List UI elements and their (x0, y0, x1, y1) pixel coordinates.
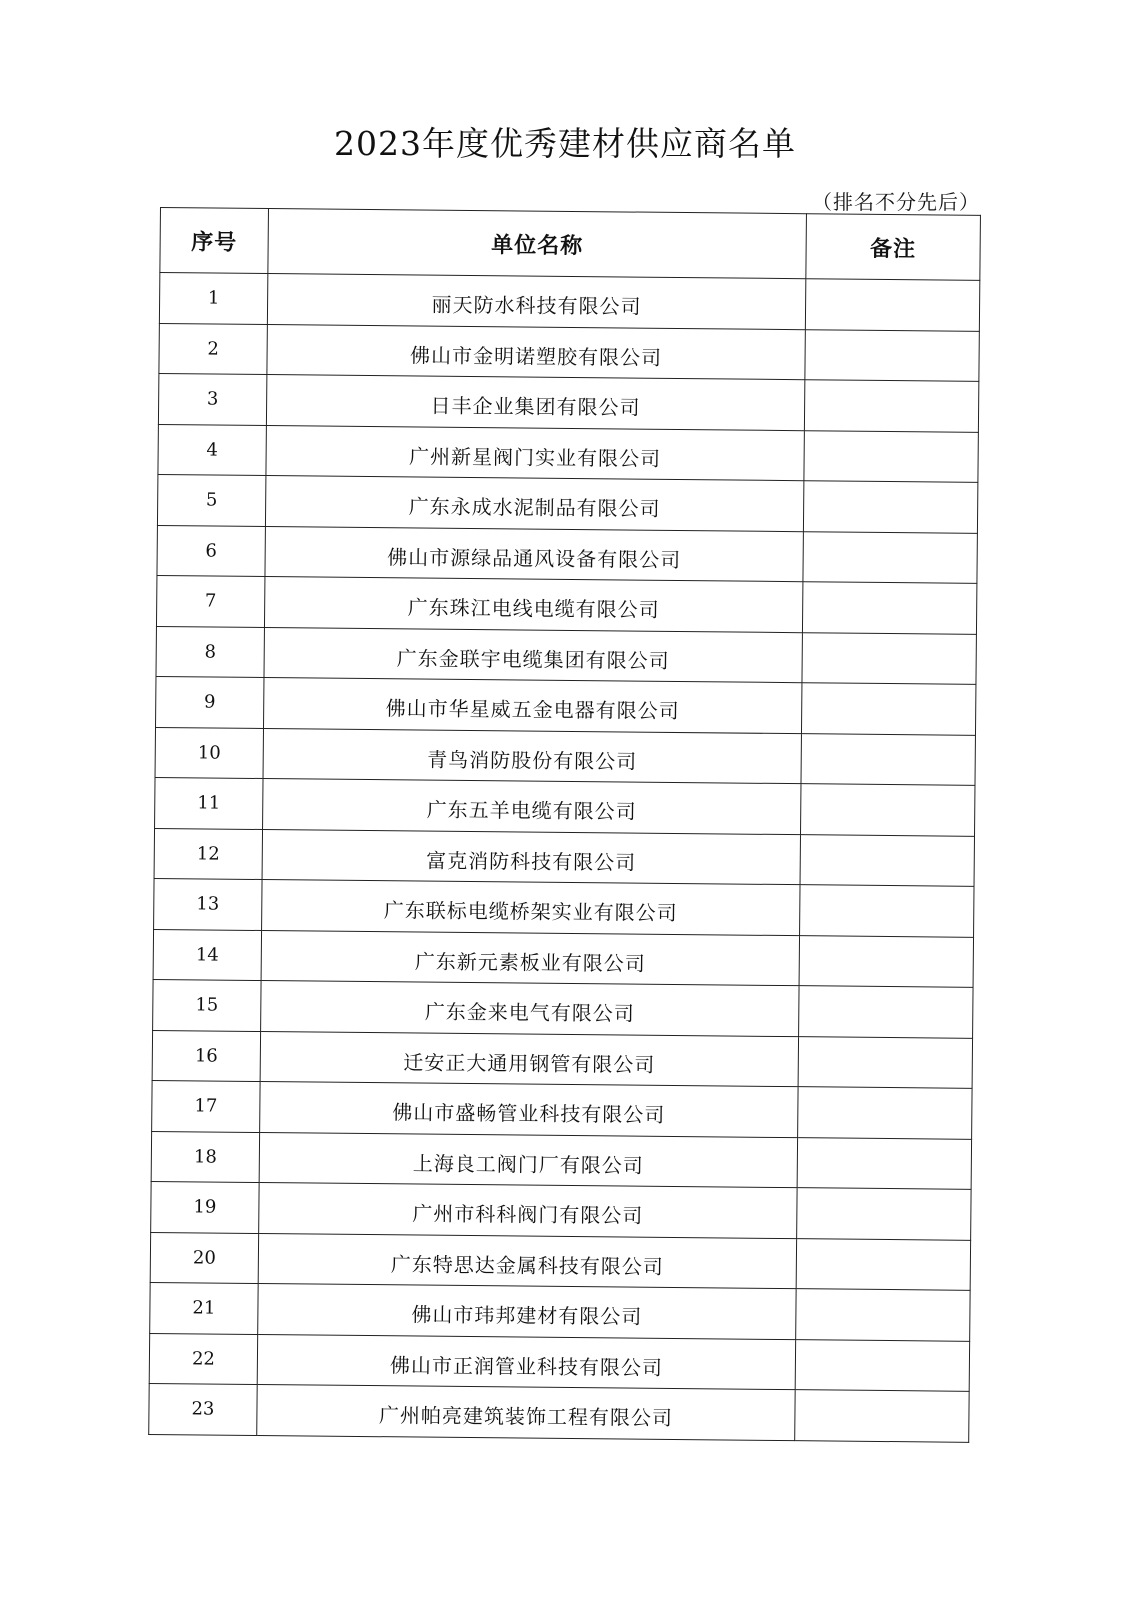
row-no: 13 (154, 878, 262, 930)
table-row (156, 575, 976, 633)
row-company-name: 佛山市盛畅管业科技有限公司 (260, 1082, 798, 1138)
row-company-name: 佛山市源绿品通风设备有限公司 (265, 526, 803, 582)
table-row (151, 1181, 971, 1239)
row-company-name: 广东永成水泥制品有限公司 (265, 476, 803, 532)
row-no: 10 (155, 727, 263, 779)
table-row (149, 1333, 969, 1391)
row-no: 19 (151, 1181, 259, 1233)
document-title: 2023年度优秀建材供应商名单 (334, 124, 796, 163)
row-no: 21 (150, 1282, 258, 1334)
row-remark (803, 481, 977, 533)
ranking-note: （排名不分先后） (812, 190, 980, 214)
table-row (157, 474, 977, 532)
row-no: 9 (156, 676, 264, 728)
row-no: 22 (149, 1333, 257, 1385)
table-row (159, 273, 979, 331)
row-remark (796, 1238, 970, 1290)
row-remark (799, 986, 973, 1038)
table-row (153, 929, 973, 987)
table-row (152, 1080, 972, 1138)
row-company-name: 佛山市金明诺塑胶有限公司 (267, 324, 805, 380)
supplier-table (148, 207, 981, 1442)
row-no: 8 (156, 626, 264, 678)
table-row (155, 727, 975, 785)
row-company-name: 广东联标电缆桥架实业有限公司 (262, 880, 800, 936)
table-row (151, 1131, 971, 1189)
row-remark (801, 733, 975, 785)
table-row (150, 1232, 970, 1290)
header-remark: 备注 (806, 214, 981, 281)
row-no: 3 (158, 373, 266, 425)
table-row (158, 424, 978, 482)
row-company-name: 广州新星阀门实业有限公司 (266, 425, 804, 481)
row-company-name: 佛山市正润管业科技有限公司 (257, 1334, 795, 1390)
row-remark (801, 683, 975, 735)
row-company-name: 广东珠江电线电缆有限公司 (264, 577, 802, 633)
table-row (154, 878, 974, 936)
row-remark (801, 784, 975, 836)
row-remark (797, 1137, 971, 1189)
row-remark (796, 1289, 970, 1341)
row-remark (800, 834, 974, 886)
row-company-name: 上海良工阀门厂有限公司 (259, 1132, 797, 1188)
row-no: 12 (154, 828, 262, 880)
row-no: 4 (158, 424, 266, 476)
row-remark (799, 935, 973, 987)
row-company-name: 青鸟消防股份有限公司 (263, 728, 801, 784)
row-no: 1 (159, 273, 267, 325)
row-remark (804, 380, 978, 432)
row-no: 2 (159, 323, 267, 375)
row-company-name: 广东金来电气有限公司 (261, 981, 799, 1037)
supplier-table-wrapper (148, 207, 980, 1442)
row-no: 14 (153, 929, 261, 981)
row-no: 7 (156, 575, 264, 627)
table-row (156, 626, 976, 684)
table-row (154, 828, 974, 886)
row-no: 16 (152, 1030, 260, 1082)
row-remark (798, 1087, 972, 1139)
table-row (159, 323, 979, 381)
table-row (150, 1282, 970, 1340)
table-row (149, 1383, 969, 1441)
row-no: 18 (151, 1131, 259, 1183)
row-no: 15 (153, 979, 261, 1031)
row-no: 11 (155, 777, 263, 829)
table-row (155, 777, 975, 835)
row-company-name: 广东特思达金属科技有限公司 (258, 1233, 796, 1289)
table-row (156, 676, 976, 734)
header-name: 单位名称 (268, 209, 807, 279)
row-remark (803, 531, 977, 583)
row-no: 17 (152, 1080, 260, 1132)
header-no: 序号 (160, 208, 269, 274)
row-no: 6 (157, 525, 265, 577)
row-remark (795, 1390, 969, 1442)
row-company-name: 广州市科科阀门有限公司 (259, 1182, 797, 1238)
row-remark (795, 1339, 969, 1391)
row-company-name: 富克消防科技有限公司 (262, 829, 800, 885)
row-remark (797, 1188, 971, 1240)
row-company-name: 日丰企业集团有限公司 (266, 375, 804, 431)
table-row (153, 979, 973, 1037)
row-company-name: 佛山市华星威五金电器有限公司 (264, 678, 802, 734)
row-remark (798, 1036, 972, 1088)
row-company-name: 丽天防水科技有限公司 (267, 274, 805, 330)
table-body (149, 273, 980, 1442)
table-row (157, 525, 977, 583)
row-company-name: 广东金联宇电缆集团有限公司 (264, 627, 802, 683)
table-header-row (160, 208, 981, 281)
row-remark (800, 885, 974, 937)
row-remark (805, 329, 979, 381)
row-no: 20 (150, 1232, 258, 1284)
row-company-name: 迁安正大通用钢管有限公司 (260, 1031, 798, 1087)
row-no: 5 (157, 474, 265, 526)
row-company-name: 广东新元素板业有限公司 (261, 930, 799, 986)
row-remark (805, 279, 979, 331)
row-company-name: 佛山市玮邦建材有限公司 (258, 1283, 796, 1339)
row-remark (802, 582, 976, 634)
table-row (152, 1030, 972, 1088)
row-remark (804, 430, 978, 482)
row-remark (802, 632, 976, 684)
row-company-name: 广东五羊电缆有限公司 (263, 779, 801, 835)
row-no: 23 (149, 1383, 257, 1435)
row-company-name: 广州帕亮建筑装饰工程有限公司 (257, 1384, 795, 1440)
table-row (158, 373, 978, 431)
